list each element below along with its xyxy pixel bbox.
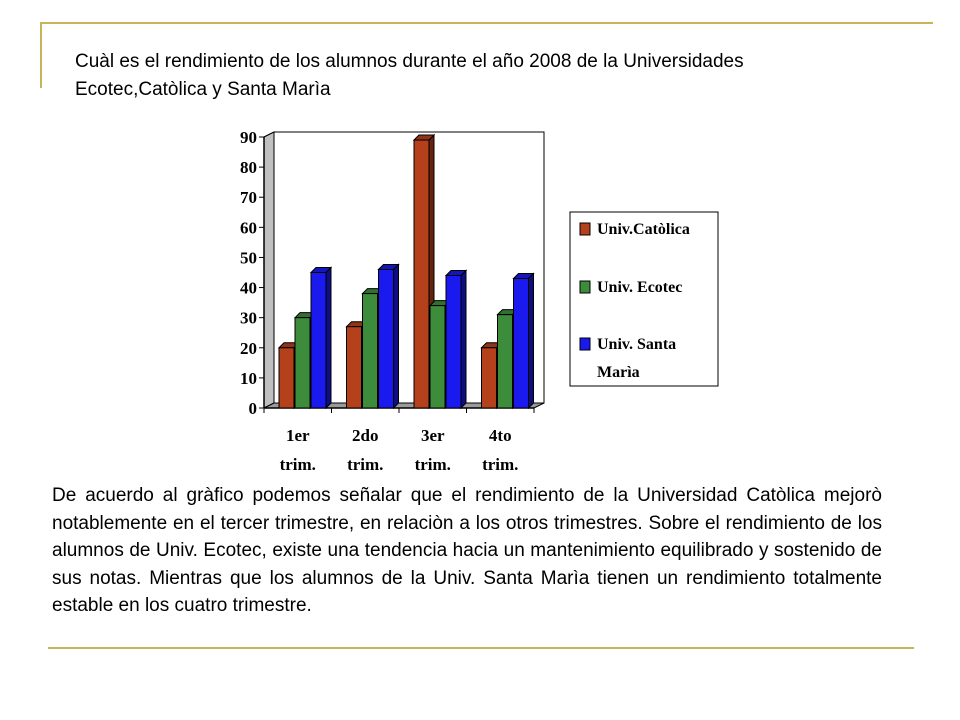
legend-label: Univ. Ecotec — [597, 279, 683, 296]
slide-title: Cuàl es el rendimiento de los alumnos durante el año 2008 de la Universidades Ecotec,Catòlica y Santa Marìa — [75, 51, 744, 100]
x-tick-label: trim. — [482, 455, 519, 474]
y-tick-label: 60 — [240, 218, 257, 238]
x-tick-label: 2do — [352, 426, 379, 445]
legend-label: Univ. Santa — [597, 336, 677, 353]
y-tick-label: 70 — [240, 188, 257, 208]
bar-3-2 — [379, 264, 399, 408]
x-tick-label: trim. — [347, 455, 384, 474]
y-tick-label: 20 — [240, 338, 257, 358]
y-tick-label: 0 — [248, 399, 257, 418]
bar-3-3 — [446, 271, 466, 408]
x-tick-label: trim. — [414, 455, 451, 474]
legend-label: Marìa — [597, 364, 640, 381]
legend-swatch — [580, 223, 590, 235]
y-tick-label: 10 — [240, 368, 257, 388]
y-tick-labels — [240, 128, 257, 418]
chart-side-wall — [264, 132, 274, 408]
legend-box — [570, 212, 718, 386]
x-tick-label: trim. — [279, 455, 316, 474]
y-tick-label: 90 — [240, 128, 257, 147]
bar-3-4 — [514, 274, 534, 408]
slide-body-text: De acuerdo al gràfico podemos señalar que el rendimiento de la Universidad Catòlica mejorò notablemente en el tercer trimestre, en relaciòn a los otros trimestres. Sobre el rendimiento de los alumnos de Univ. Ecotec, existe una tendencia hacia un mantenimiento equilibrado y sostenido de sus notas. Mientras que los alumnos de la Univ. Santa Marìa tienen un rendimiento totalmente estable en los cuatro trimestre. — [52, 485, 882, 616]
x-tick-labels — [280, 426, 519, 474]
y-tick-label: 40 — [240, 278, 257, 298]
chart-legend — [570, 212, 718, 386]
bar-3-1 — [311, 268, 331, 409]
y-tick-label: 30 — [240, 308, 257, 328]
legend-swatch — [580, 281, 590, 293]
x-tick-label: 4to — [488, 426, 512, 445]
y-tick-label: 80 — [240, 158, 257, 178]
legend-swatch — [580, 338, 590, 350]
x-tick-label: 1er — [285, 426, 310, 445]
legend-label: Univ.Catòlica — [597, 221, 690, 238]
y-tick-label: 50 — [240, 248, 257, 268]
x-tick-label: 3er — [420, 426, 445, 445]
